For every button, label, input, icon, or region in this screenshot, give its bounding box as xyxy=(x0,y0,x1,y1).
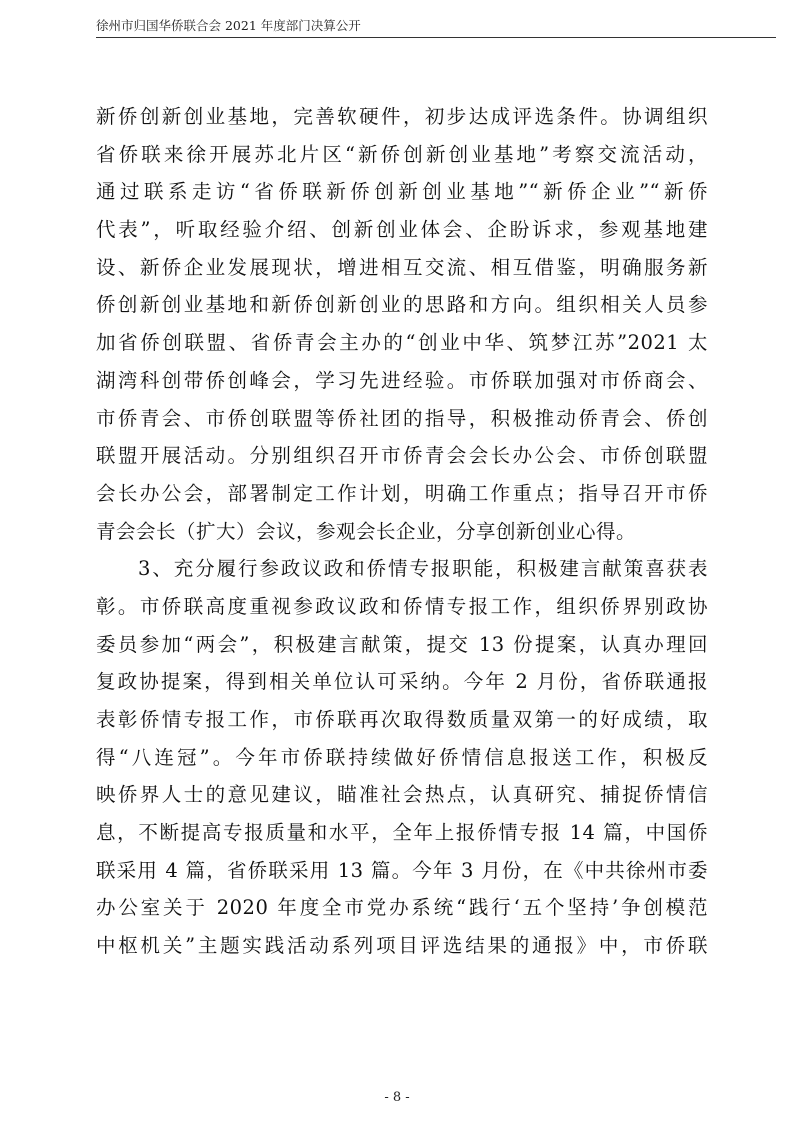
text-line: 通过联系走访“省侨联新侨创新创业基地”“新侨企业”“新侨 xyxy=(96,180,708,204)
text-line: 表彰侨情专报工作，市侨联再次取得数质量双第一的好成绩，取 xyxy=(96,708,708,731)
text-line: 侨创新创业基地和新侨创新创业的思路和方向。组织相关人员参 xyxy=(96,293,708,317)
page-header: 徐州市归国华侨联合会 2021 年度部门决算公开 xyxy=(96,18,361,33)
paragraph xyxy=(96,98,708,550)
text-line: 青会会长（扩大）会议，参观会长企业，分享创新创业心得。 xyxy=(96,519,637,543)
text-line: 得“八连冠”。今年市侨联持续做好侨情信息报送工作，积极反 xyxy=(96,745,708,769)
text-line: 市侨青会、市侨创联盟等侨社团的指导，积极推动侨青会、侨创 xyxy=(96,406,708,430)
text-line: 会长办公会，部署制定工作计划，明确工作重点；指导召开市侨 xyxy=(96,481,708,505)
text-line: 映侨界人士的意见建议，瞄准社会热点，认真研究、捕捉侨情信 xyxy=(96,783,708,807)
text-line: 联采用 4 篇，省侨联采用 13 篇。今年 3 月份，在《中共徐州市委 xyxy=(96,858,708,882)
text-line: 办公室关于 2020 年度全市党办系统“践行‘五个坚持’争创模范 xyxy=(96,896,708,920)
text-line: 新侨创新创业基地，完善软硬件，初步达成评选条件。协调组织 xyxy=(96,105,708,128)
text-line: 联盟开展活动。分别组织召开市侨青会会长办公会、市侨创联盟 xyxy=(96,444,708,468)
header-divider xyxy=(96,37,776,38)
text-line: 设、新侨企业发展现状，增进相互交流、相互借鉴，明确服务新 xyxy=(96,255,708,279)
paragraph xyxy=(96,550,708,965)
text-line: 省侨联来徐开展苏北片区“新侨创新创业基地”考察交流活动， xyxy=(96,142,708,166)
text-line: 息，不断提高专报质量和水平，全年上报侨情专报 14 篇，中国侨 xyxy=(96,821,708,845)
text-line: 代表”，听取经验介绍、创新创业体会、企盼诉求，参观基地建 xyxy=(96,218,708,242)
page-number: - 8 - xyxy=(384,1090,410,1105)
text-line: 加省侨创联盟、省侨青会主办的“创业中华、筑梦江苏”2021 太 xyxy=(96,331,708,355)
text-line: 3、充分履行参政议政和侨情专报职能，积极建言献策喜获表 xyxy=(138,557,708,581)
text-line: 委员参加“两会”，积极建言献策，提交 13 份提案，认真办理回 xyxy=(96,632,708,656)
text-line: 中枢机关”主题实践活动系列项目评选结果的通报》中，市侨联 xyxy=(96,934,708,958)
text-line: 彰。市侨联高度重视参政议政和侨情专报工作，组织侨界别政协 xyxy=(96,594,708,618)
text-line: 湖湾科创带侨创峰会，学习先进经验。市侨联加强对市侨商会、 xyxy=(96,368,708,392)
text-line: 复政协提案，得到相关单位认可采纳。今年 2 月份，省侨联通报 xyxy=(96,670,708,694)
document-body xyxy=(96,98,708,965)
